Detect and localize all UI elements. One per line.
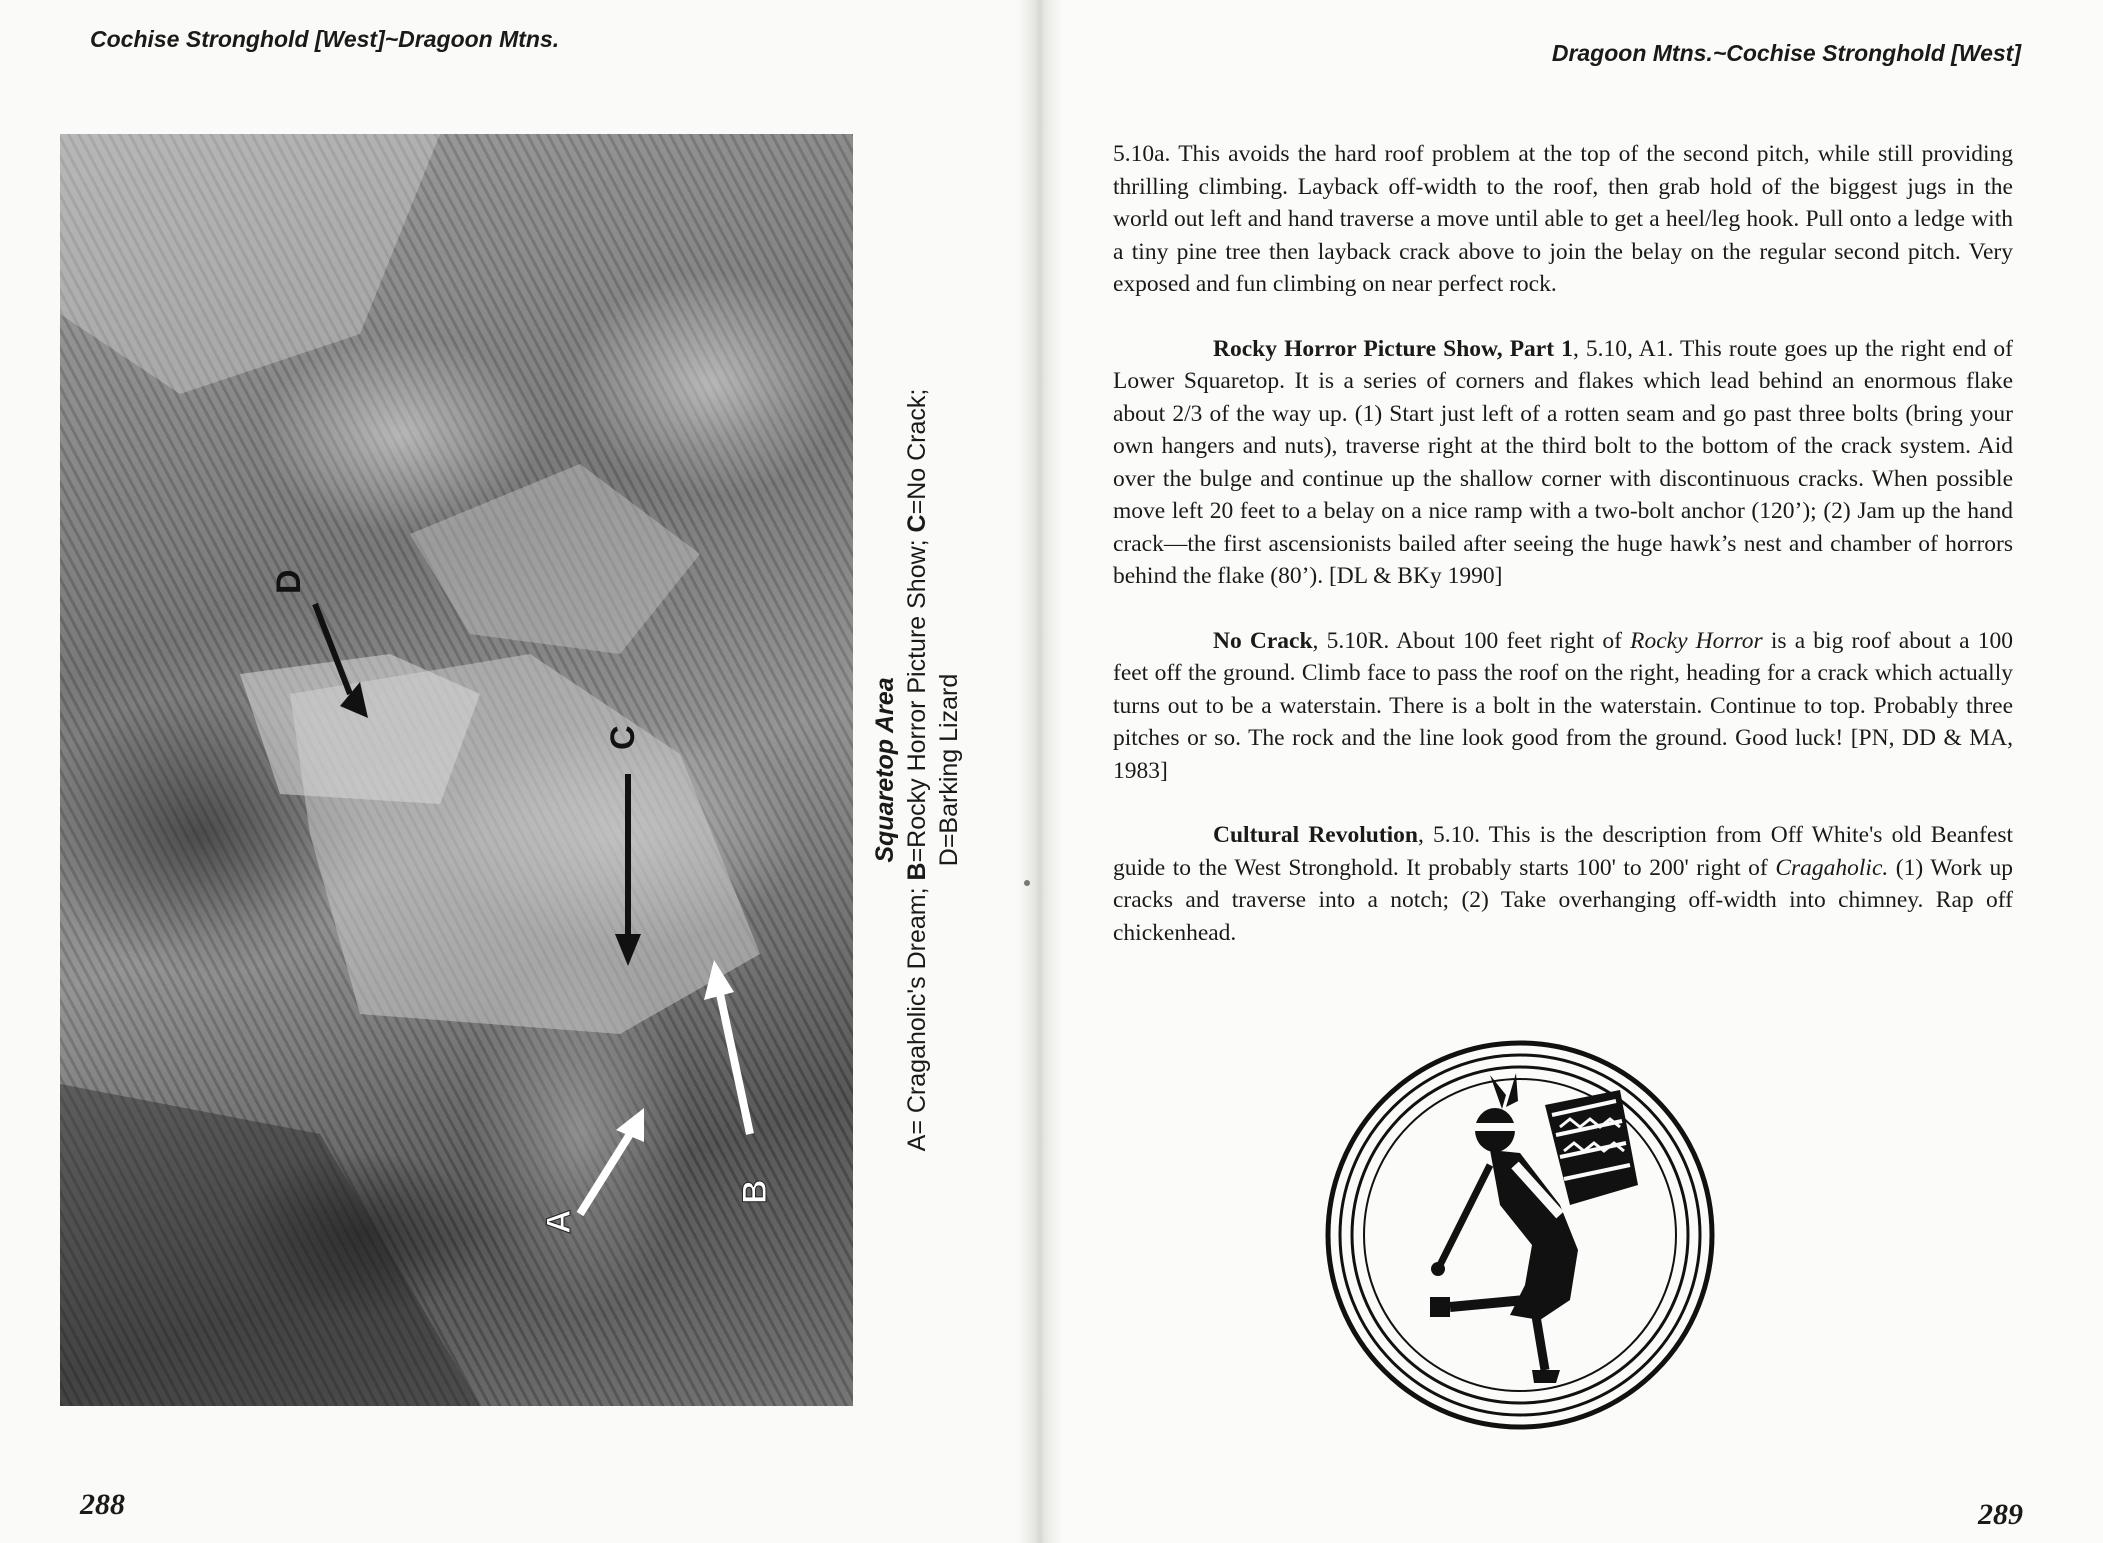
route-paragraph: 5.10a. This avoids the hard roof problem at the top of the second pitch, while still providing thrilling climbing. Layback off-width to the roof, then grab hold of the biggest jugs in the world out left and hand traverse a move until able to get a heel/leg hook. Pull onto a ledge with a tiny pine tree then layback crack above to join the belay on the regular second pitch. Very exposed and fun climbing on near perfect rock.	[1113, 141, 2013, 297]
arrow-label-c: C	[604, 725, 642, 750]
route-text: is a big roof about a 100 feet off the ground. Climb face to pass the roof on the right, heading for a crack which actually turns out to be a waterstain. There is a bolt in the waterstain. Continue to top. Probably three pitches or so. The rock and the line look good from the ground. Good luck! [PN, DD & MA, 1983]	[1113, 627, 2013, 784]
arrow-label-d: D	[270, 569, 308, 594]
route-paragraph	[1113, 819, 2013, 949]
route-text: , 5.10, A1. This route goes up the right end of Lower Squaretop. It is a series of corners and flakes which lead behind an enormous flake about 2/3 of the way up. (1) Start just left of a rotten seam and go past three bolts (bring your own hangers and nuts), traverse right at the third bolt to the bottom of the crack system. Aid over the bulge and continue up the shallow corner with discontinuous cracks. When possible move left 20 feet to a belay on a nice ramp with a two-bolt anchor (120’); (2) Jam up the hand crack—the first ascensionists bailed after seeing the huge hawk’s nest and chamber of horrors behind the flake (80’). [DL & BKy 1990]	[1113, 335, 2013, 589]
photo-caption	[869, 330, 965, 1210]
caption-a: A= Cragaholic's Dream;	[903, 880, 931, 1152]
route-paragraph	[1113, 625, 2013, 788]
squaretop-area-photo	[60, 134, 853, 1406]
caption-b-val: =Rocky Horror Picture Show;	[903, 532, 931, 863]
book-gutter	[1018, 0, 1062, 1543]
left-page-number: 288	[80, 1488, 125, 1521]
left-running-head: Cochise Stronghold [West]~Dragoon Mtns.	[90, 26, 560, 52]
route-reference: Cragaholic.	[1775, 854, 1889, 881]
rock-slab	[60, 134, 440, 394]
route-paragraph	[1113, 333, 2013, 593]
route-descriptions	[1113, 138, 2013, 981]
photo-caption-container	[862, 330, 972, 1210]
route-name: No Crack	[1213, 627, 1313, 654]
rock-slab	[410, 464, 700, 654]
arrow-label-b: B	[736, 1179, 774, 1204]
caption-b-key: B	[903, 862, 931, 881]
route-text: (1) Work up cracks and traverse into a notch; (2) Take overhanging off-width into chimney. Rap off chickenhead.	[1113, 854, 2013, 946]
right-page-number: 289	[1978, 1498, 2023, 1531]
caption-title: Squaretop Area	[871, 677, 899, 863]
arrow-label-a: A	[540, 1209, 578, 1234]
route-reference: Rocky Horror	[1630, 627, 1763, 654]
arrow-b	[704, 960, 774, 1204]
photo-overlay	[60, 134, 853, 1406]
route-text: , 5.10. This is the description from Off White's old Beanfest guide to the West Stronghold. It probably starts 100' to 200' right of	[1113, 822, 2013, 881]
route-name: Cultural Revolution	[1213, 822, 1418, 848]
caption-c-val: =No Crack;	[903, 388, 931, 515]
arrow-a	[540, 1108, 644, 1234]
shadow-area	[60, 1084, 480, 1406]
page-mark	[1024, 880, 1030, 886]
pottery-emblem-illustration	[1320, 1035, 1720, 1435]
right-running-head: Dragoon Mtns.~Cochise Stronghold [West]	[1551, 40, 2021, 66]
caption-d: D=Barking Lizard	[935, 673, 963, 867]
route-text: , 5.10R. About 100 feet right of	[1312, 627, 1631, 654]
caption-c-key: C	[903, 514, 931, 533]
route-name: Rocky Horror Picture Show, Part 1	[1213, 335, 1573, 362]
